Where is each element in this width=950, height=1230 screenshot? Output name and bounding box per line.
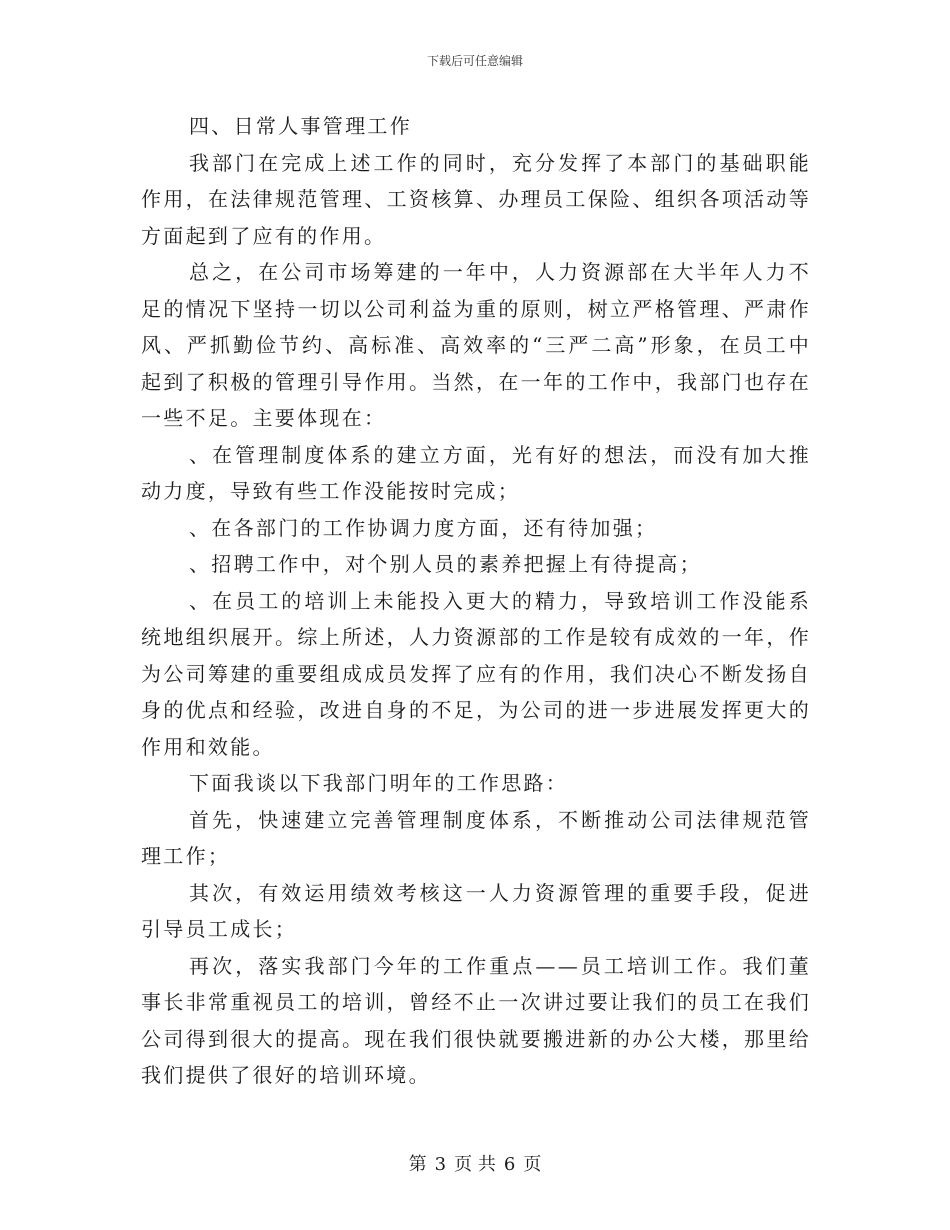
paragraph-first: 首先，快速建立完善管理制度体系，不断推动公司法律规范管理工作； — [141, 807, 811, 868]
paragraph-next-year-intro: 下面我谈以下我部门明年的工作思路： — [189, 771, 569, 795]
section-heading: 四、日常人事管理工作 — [189, 114, 412, 138]
paragraph-basic-functions: 我部门在完成上述工作的同时，充分发挥了本部门的基础职能作用，在法律规范管理、工资核算、办理员工保险、组织各项活动等方面起到了应有的作用。 — [141, 150, 811, 248]
footer-suffix: 页 — [523, 1154, 542, 1175]
footer-prefix: 第 — [408, 1154, 427, 1175]
page-header-note: 下载后可任意编辑 — [426, 54, 523, 68]
footer-total-pages: 6 — [503, 1154, 516, 1175]
footer-current-page: 3 — [434, 1154, 447, 1175]
paragraph-shortcoming-system: 、在管理制度体系的建立方面，光有好的想法，而没有加大推动力度，导致有些工作没能按时完成； — [141, 442, 811, 503]
paragraph-shortcoming-recruiting: 、招聘工作中，对个别人员的素养把握上有待提高； — [189, 552, 702, 576]
paragraph-third: 再次，落实我部门今年的工作重点——员工培训工作。我们董事长非常重视员工的培训，曾经不止一次讲过要让我们的员工在我们公司得到很大的提高。现在我们很快就要搬进新的办公大楼，那里给我们提供了很好的培训环境。 — [141, 953, 811, 1087]
paragraph-summary: 总之，在公司市场筹建的一年中，人力资源部在大半年人力不足的情况下坚持一切以公司利益为重的原则，树立严格管理、严肃作风、严抓勤俭节约、高标准、高效率的“三严二高”形象，在员工中起到了积极的管理引导作用。当然，在一年的工作中，我部门也存在一些不足。主要体现在： — [141, 260, 811, 430]
document-body — [141, 108, 811, 1094]
page-footer — [0, 1150, 950, 1176]
paragraph-shortcoming-coordination: 、在各部门的工作协调力度方面，还有待加强； — [189, 515, 658, 540]
paragraph-second: 其次，有效运用绩效考核这一人力资源管理的重要手段，促进引导员工成长； — [141, 880, 811, 941]
paragraph-shortcoming-training: 、在员工的培训上未能投入更大的精力，导致培训工作没能系统地组织展开。综上所述，人力资源部的工作是较有成效的一年，作为公司筹建的重要组成成员发挥了应有的作用，我们决心不断发扬自身的优点和经验，改进自身的不足，为公司的进一步进展发挥更大的作用和效能。 — [141, 588, 811, 759]
footer-middle: 页 共 — [454, 1154, 496, 1175]
